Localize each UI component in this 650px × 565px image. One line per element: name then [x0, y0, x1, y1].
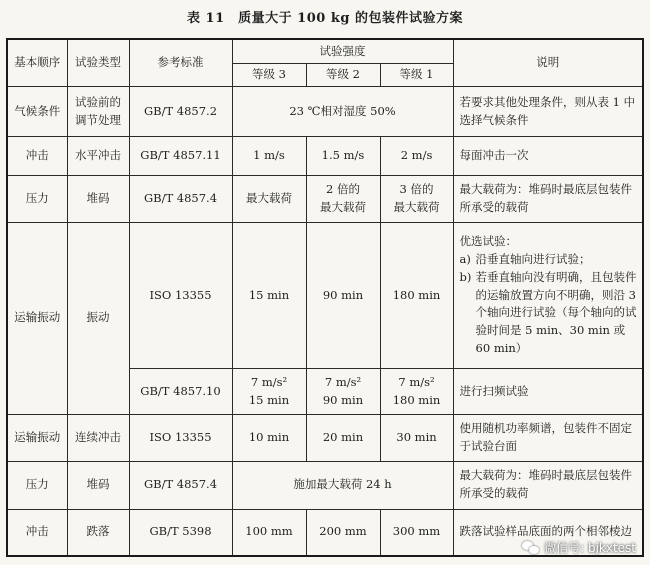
list-marker: a) — [459, 251, 471, 266]
cell-order: 冲击 — [7, 137, 67, 176]
cell-type: 水平冲击 — [67, 137, 129, 176]
watermark-text: 微信号: bjkxtest — [544, 541, 636, 555]
cell-std: GB/T 4857.11 — [129, 137, 232, 176]
cell-level3: 15 min — [232, 222, 306, 369]
table-row — [7, 87, 643, 137]
list-text: 沿垂直轴向进行试验； — [475, 251, 591, 266]
cell-level3: 最大载荷 — [232, 175, 306, 222]
test-plan-table — [6, 38, 644, 557]
note-heading: 优选试验： — [459, 234, 518, 249]
list-text: 若垂直轴向没有明确，且包装件的运输放置方向不明确，则沿 3 个轴向进行试验（每个轴向的试验时间是 5 min、30 min 或 60 min） — [475, 269, 637, 355]
cell-level2 — [306, 369, 380, 415]
note-list — [460, 251, 640, 358]
header-reference-std: 参考标准 — [129, 39, 232, 87]
cell-intensity: 23 ℃相对湿度 50% — [232, 87, 453, 137]
table-title: 表 11 质量大于 100 kg 的包装件试验方案 — [187, 11, 463, 26]
cell-type: 堆码 — [67, 175, 129, 222]
table-row — [7, 222, 643, 369]
cell-type: 跌落 — [67, 509, 129, 556]
header-level2: 等级 2 — [306, 63, 380, 86]
cell-level3: 10 min — [232, 415, 306, 462]
cell-line: 最大载荷 — [393, 199, 440, 214]
cell-std: GB/T 4857.4 — [129, 461, 232, 509]
table-row — [7, 175, 643, 222]
cell-level2: 1.5 m/s — [306, 137, 380, 176]
list-marker: b) — [459, 269, 472, 284]
cell-note — [453, 222, 643, 369]
cell-std: ISO 13355 — [129, 222, 232, 369]
cell-note: 每面冲击一次 — [453, 137, 643, 176]
cell-level1: 300 mm — [380, 509, 453, 556]
cell-level1: 180 min — [380, 222, 453, 369]
cell-line: 7 m/s² — [398, 374, 435, 389]
list-item — [460, 251, 640, 269]
cell-line: 3 倍的 — [399, 181, 434, 196]
cell-level1 — [380, 369, 453, 415]
cell-order: 压力 — [7, 461, 67, 509]
cell-line: 2 倍的 — [326, 181, 360, 196]
header-level3: 等级 3 — [232, 63, 306, 86]
header-level1: 等级 1 — [380, 63, 453, 86]
watermark — [522, 539, 636, 556]
header-basic-order: 基本顺序 — [7, 39, 67, 87]
table-row — [7, 461, 643, 509]
table-row — [7, 415, 643, 462]
cell-line: 最大载荷 — [320, 199, 366, 214]
cell-type: 试验前的调节处理 — [67, 87, 129, 137]
cell-level1: 30 min — [380, 415, 453, 462]
cell-line: 7 m/s² — [250, 374, 288, 389]
cell-order: 压力 — [7, 175, 67, 222]
wechat-icon — [522, 541, 540, 555]
cell-line: 90 min — [322, 392, 364, 407]
cell-line: 15 min — [248, 392, 290, 407]
cell-level1: 2 m/s — [380, 137, 453, 176]
cell-level2: 20 min — [306, 415, 380, 462]
cell-level2: 90 min — [306, 222, 380, 369]
cell-note: 最大载荷为：堆码时最底层包装件所承受的载荷 — [453, 461, 643, 509]
cell-order: 运输振动 — [7, 222, 67, 414]
cell-level2 — [306, 175, 380, 222]
header-test-type: 试验类型 — [67, 39, 129, 87]
cell-line: 7 m/s² — [324, 374, 362, 389]
cell-level3: 100 mm — [232, 509, 306, 556]
cell-note: 若要求其他处理条件，则从表 1 中选择气候条件 — [453, 87, 643, 137]
cell-note: 最大载荷为：堆码时最底层包装件所承受的载荷 — [453, 175, 643, 222]
header-row — [7, 39, 643, 63]
cell-note: 使用随机功率频谱，包装件不固定于试验台面 — [453, 415, 643, 462]
cell-intensity: 施加最大载荷 24 h — [232, 461, 453, 509]
cell-type: 堆码 — [67, 461, 129, 509]
list-item — [460, 269, 640, 358]
header-remarks: 说明 — [453, 39, 643, 87]
cell-std: GB/T 4857.10 — [129, 369, 232, 415]
cell-order: 冲击 — [7, 509, 67, 556]
cell-type: 连续冲击 — [67, 415, 129, 462]
cell-order: 气候条件 — [7, 87, 67, 137]
cell-level3: 1 m/s — [232, 137, 306, 176]
cell-note: 进行扫频试验 — [453, 369, 643, 415]
cell-type: 振动 — [67, 222, 129, 414]
table-row — [7, 137, 643, 176]
cell-std: GB/T 5398 — [129, 509, 232, 556]
cell-order: 运输振动 — [7, 415, 67, 462]
cell-level1 — [380, 175, 453, 222]
cell-line: 180 min — [392, 392, 441, 407]
cell-level3 — [232, 369, 306, 415]
header-intensity: 试验强度 — [232, 39, 453, 63]
cell-std: GB/T 4857.2 — [129, 87, 232, 137]
cell-note: 跌落试验样品底面的两个相邻棱边 — [453, 509, 643, 556]
cell-std: ISO 13355 — [129, 415, 232, 462]
cell-std: GB/T 4857.4 — [129, 175, 232, 222]
cell-level2: 200 mm — [306, 509, 380, 556]
